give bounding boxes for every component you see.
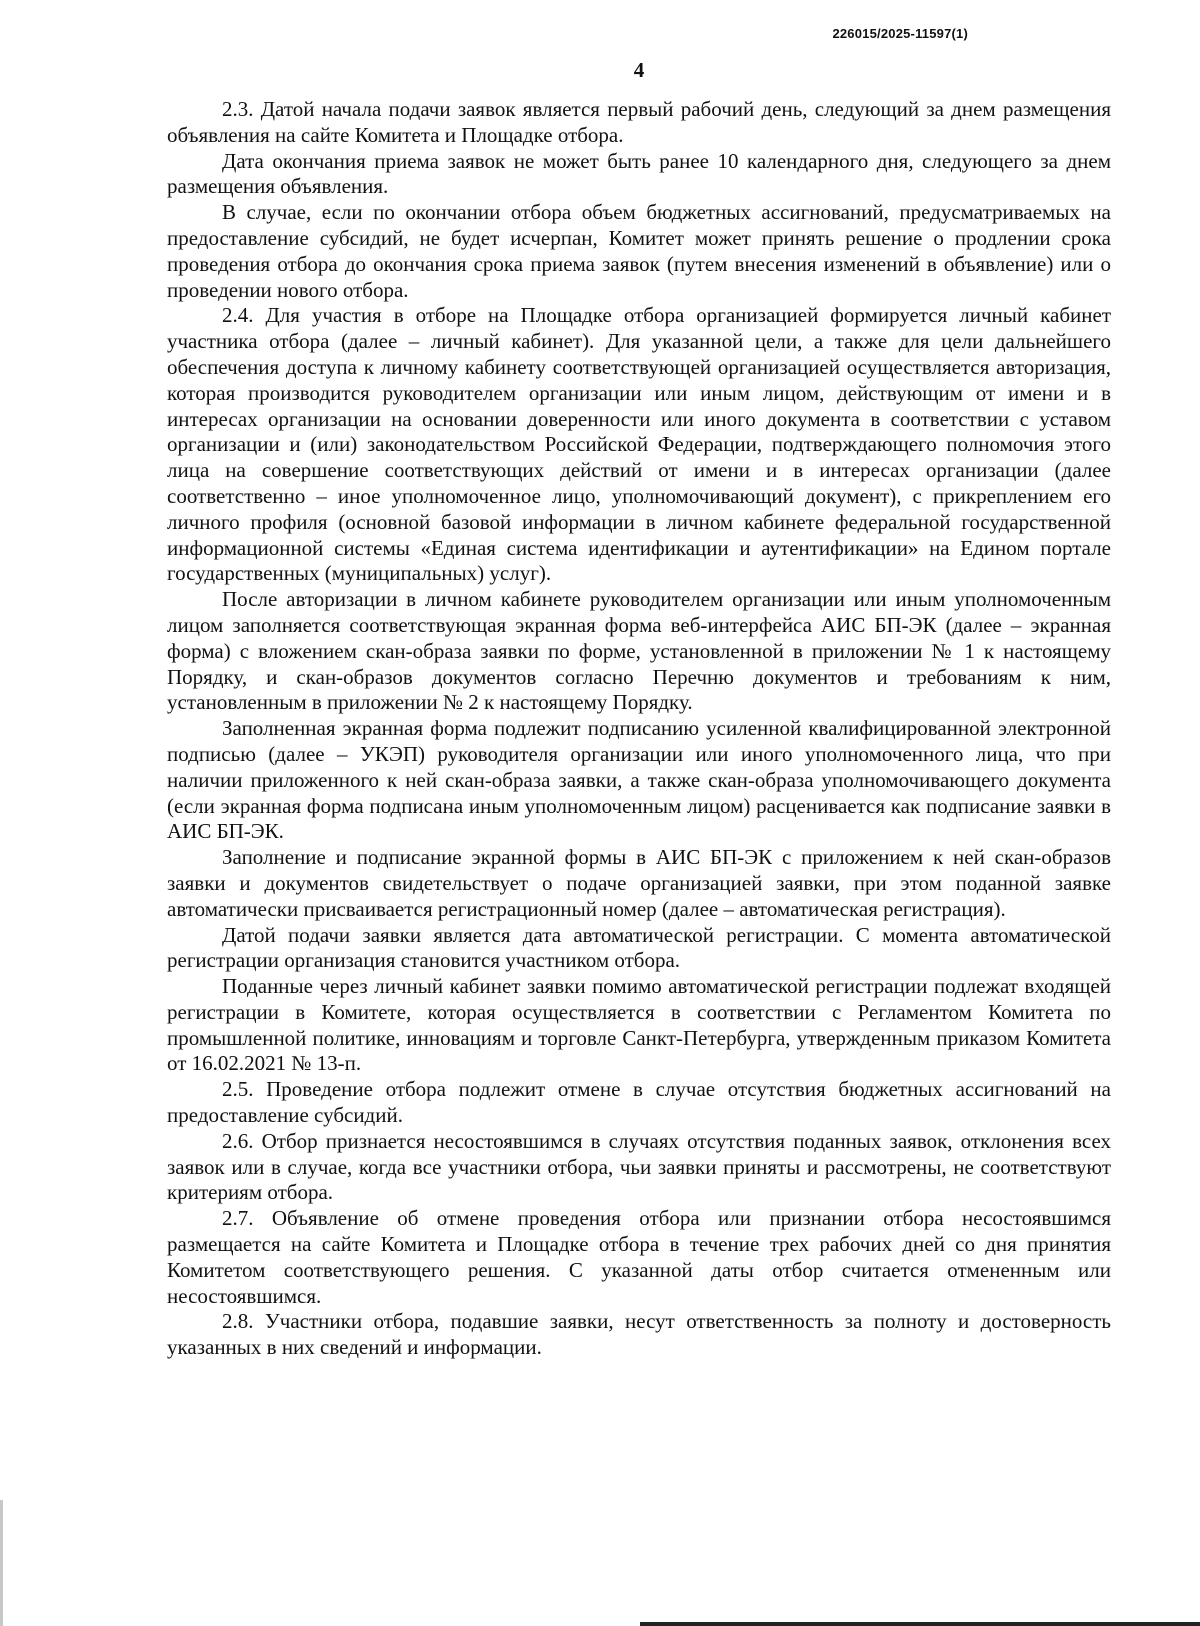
document-registration-number: 226015/2025-11597(1)	[832, 26, 968, 41]
page-number: 4	[633, 58, 645, 82]
paragraph-submission-date: Датой подачи заявки является дата автоматической регистрации. С момента автоматической регистрации организация становится участником отбора.	[167, 922, 1111, 973]
paragraph-incoming-registration: Поданные через личный кабинет заявки помимо автоматической регистрации подлежат входящей регистрации в Комитете, которая осуществляется в соответствии с Регламентом Комитета по промышленной политике, инновациям и торговле Санкт-Петербурга, утвержденным приказом Комитета от 16.02.2021 № 13-п.	[167, 974, 1111, 1076]
paragraph-2-5: 2.5. Проведение отбора подлежит отмене в случае отсутствия бюджетных ассигнований на предоставление субсидий.	[167, 1077, 1111, 1128]
paragraph-signature: Заполненная экранная форма подлежит подписанию усиленной квалифицированной электронной подписью (далее – УКЭП) руководителя организации или иного уполномоченного лица, что при наличии приложенного к ней скан-образа заявки, а также скан-образа уполномочивающего документа (если экранная форма подписана иным уполномоченным лицом) расценивается как подписание заявки в АИС БП-ЭК.	[167, 716, 1111, 844]
paragraph-extension: В случае, если по окончании отбора объем бюджетных ассигнований, предусматриваемых на предоставление субсидий, не будет исчерпан, Комитет может принять решение о продлении срока проведения отбора до окончания срока приема заявок (путем внесения изменений в объявление) или о проведении нового отбора.	[167, 200, 1111, 302]
paragraph-2-4: 2.4. Для участия в отборе на Площадке отбора организацией формируется личный кабинет участника отбора (далее – личный кабинет). Для указанной цели, а также для цели дальнейшего обеспечения доступа к личному кабинету соответствующей организацией осуществляется авторизация, которая производится руководителем организации или иным лицом, действующим от имени и в интересах организации на основании доверенности или иного документа в соответствии с уставом организации и (или) законодательством Российской Федерации, подтверждающего полномочия этого лица на совершение соответствующих действий от имени и в интересах организации (далее соответственно – иное уполномоченное лицо, уполномочивающий документ), с прикреплением его личного профиля (основной базовой информации в личном кабинете федеральной государственной информационной системы «Единая система идентификации и аутентификации» на Едином портале государственных (муниципальных) услуг).	[167, 303, 1111, 586]
paragraph-2-6: 2.6. Отбор признается несостоявшимся в случаях отсутствия поданных заявок, отклонения всех заявок или в случае, когда все участники отбора, чьи заявки приняты и рассмотрены, не соответствуют критериям отбора.	[167, 1128, 1111, 1205]
document-body	[167, 97, 1111, 1361]
paragraph-2-3: 2.3. Датой начала подачи заявок является первый рабочий день, следующий за днем размещения объявления на сайте Комитета и Площадке отбора.	[167, 97, 1111, 147]
paragraph-screen-form: После авторизации в личном кабинете руководителем организации или иным уполномоченным лицом заполняется соответствующая экранная форма веб-интерфейса АИС БП-ЭК (далее – экранная форма) с вложением скан-образа заявки по форме, установленной в приложении № 1 к настоящему Порядку, и скан-образов документов согласно Перечню документов и требованиям к ним, установленным в приложении № 2 к настоящему Порядку.	[167, 587, 1111, 715]
paragraph-end-date: Дата окончания приема заявок не может быть ранее 10 календарного дня, следующего за днем размещения объявления.	[167, 148, 1111, 199]
paragraph-2-7: 2.7. Объявление об отмене проведения отбора или признании отбора несостоявшимся размещается на сайте Комитета и Площадке отбора в течение трех рабочих дней со дня принятия Комитетом соответствующего решения. С указанной даты отбор считается отмененным или несостоявшимся.	[167, 1206, 1111, 1308]
paragraph-auto-registration: Заполнение и подписание экранной формы в АИС БП-ЭК с приложением к ней скан-образов заявки и документов свидетельствует о подаче организацией заявки, при этом поданной заявке автоматически присваивается регистрационный номер (далее – автоматическая регистрация).	[167, 845, 1111, 921]
scan-bottom-edge	[640, 1622, 1200, 1626]
scan-edge-mark	[0, 1500, 3, 1626]
paragraph-2-8: 2.8. Участники отбора, подавшие заявки, несут ответственность за полноту и достоверность указанных в них сведений и информации.	[167, 1309, 1111, 1360]
